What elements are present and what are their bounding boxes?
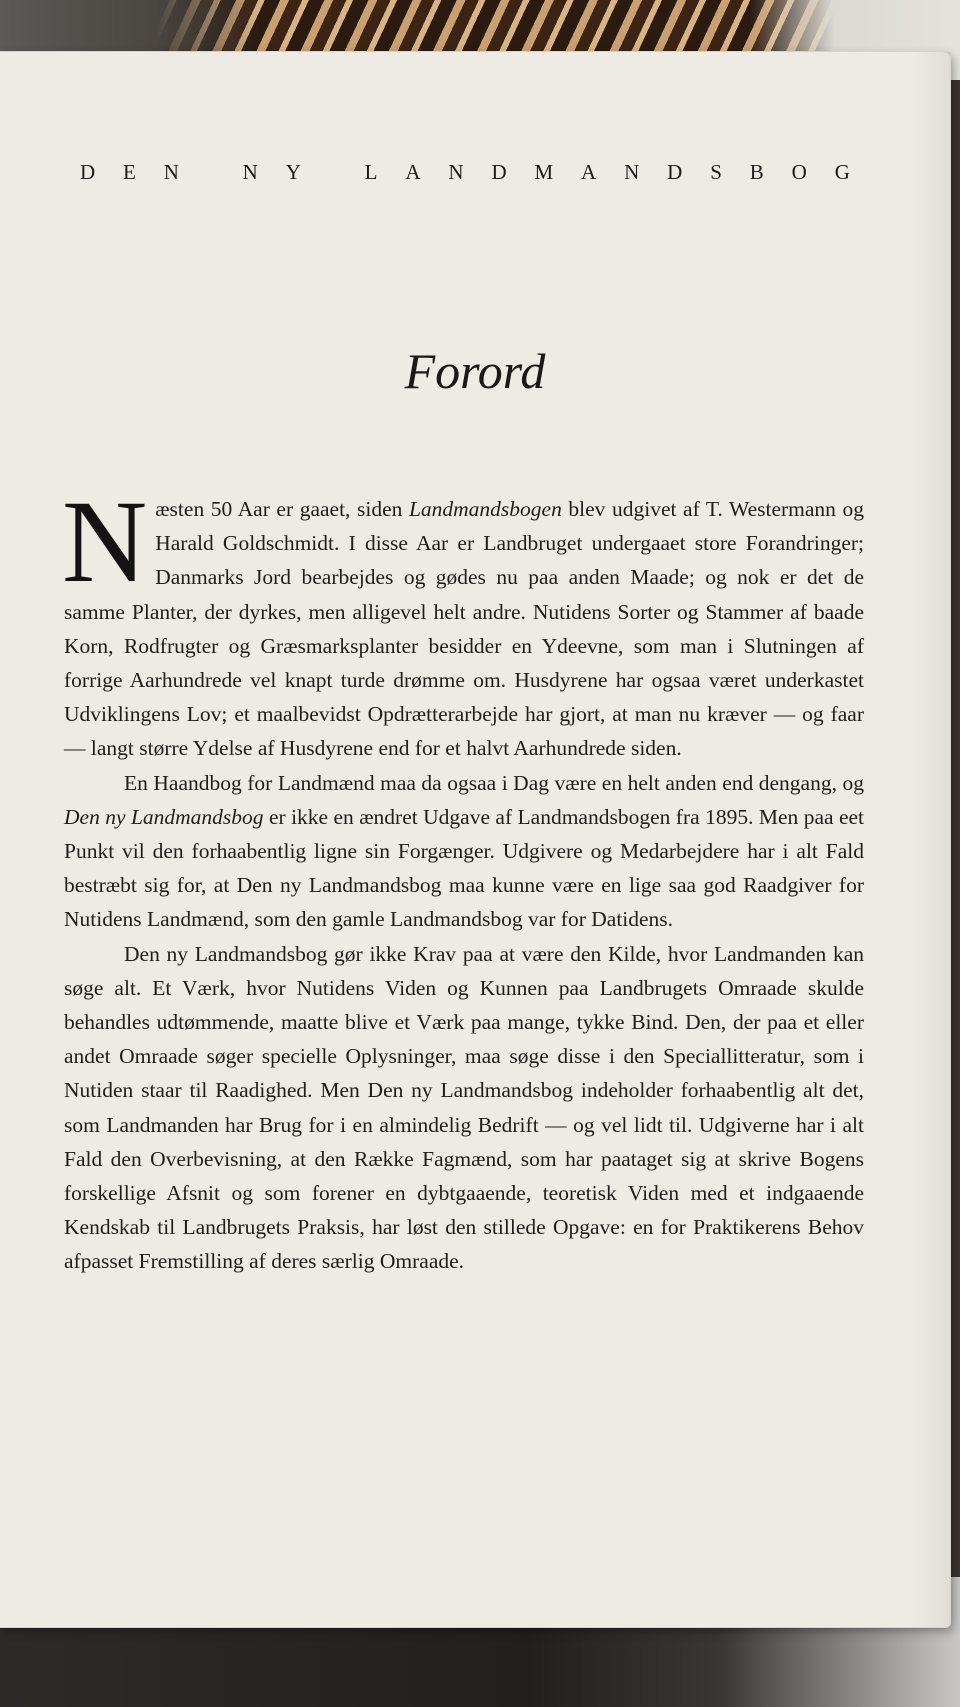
- body-text: [62, 476, 864, 1279]
- paragraph-2: En Haandbog for Landmænd maa da ogsaa i Dag være en helt anden end dengang, og Den ny Landmandsbog er ikke en ændret Udgave af Landmandsbogen fra 1895. Men paa eet Punkt vil den forhaabentlig ligne sin Forgænger. Udgivere og Medarbejdere har i alt Fald bestræbt sig for, at Den ny Landmandsbog maa kunne være en lige saa god Raadgiver for Nutidens Landmænd, som den gamle Landmandsbog var for Datidens.: [64, 770, 864, 932]
- drop-cap: N: [62, 476, 148, 607]
- book-page: [0, 52, 950, 1627]
- running-head: D E N N Y L A N D M A N D S B O G: [80, 160, 850, 184]
- paragraph-1: Næsten 50 Aar er gaaet, siden Landmandsbogen blev udgivet af T. Westermann og Harald Goldschmidt. I disse Aar er Landbruget undergaaet store Forandringer; Danmarks Jord bearbejdes og gødes nu paa anden Maade; og nok er det de samme Planter, der dyrkes, men alligevel helt andre. Nutidens Sorter og Stammer af baade Korn, Rodfrugter og Græsmarksplanter besidder en Ydeevne, som man i Slutningen af forrige Aarhundrede vel knapt turde drømme om. Husdyrene har ogsaa været underkastet Udviklingens Lov; et maalbevidst Opdrætterarbejde har gjort, at man nu kræver — og faar — langt større Ydelse af Husdyrene end for et halvt Aarhundrede siden.: [62, 476, 864, 761]
- page-title: Forord: [404, 343, 546, 399]
- paragraph-3: Den ny Landmandsbog gør ikke Krav paa at være den Kilde, hvor Landmanden kan søge alt. Et Værk, hvor Nutidens Viden og Kunnen paa Landbrugets Omraade skulde behandles udtømmende, maatte blive et Værk paa mange, tykke Bind. Den, der paa et eller andet Omraade søger specielle Oplysninger, maa søge disse i den Speciallitteratur, som i Nutiden staar til Raadighed. Men Den ny Landmandsbog indeholder forhaabentlig alt det, som Landmanden har Brug for i en almindelig Bedrift — og vel lidt til. Udgiverne har i alt Fald den Overbevisning, at den Række Fagmænd, som har paataget sig at skrive Bogens forskellige Afsnit og som forener en dybtgaaende, teoretisk Viden med et indgaaende Kendskab til Landbrugets Praksis, har løst den stillede Opgave: en for Praktikerens Behov afpasset Fremstilling af deres særlig Omraade.: [64, 941, 864, 1274]
